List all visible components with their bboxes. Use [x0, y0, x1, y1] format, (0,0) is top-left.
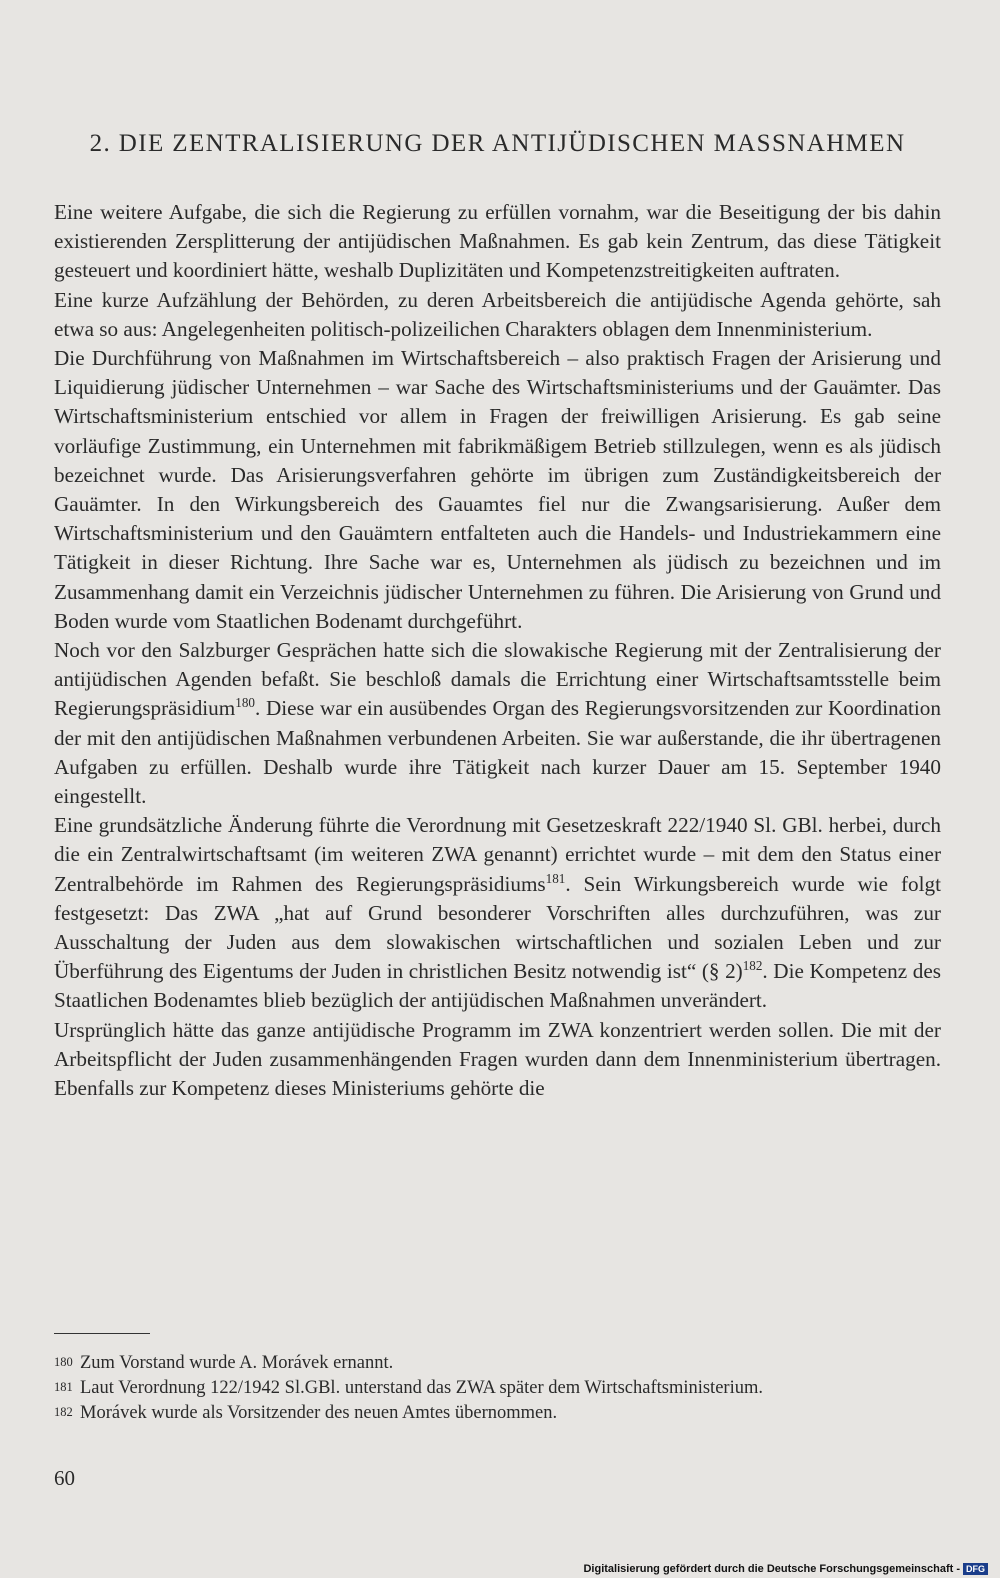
- paragraph-text: Ursprünglich hätte das ganze antijüdische Programm im ZWA konzentriert werden sollen. Die mit der Arbeitspflicht der Juden zusammenhängenden Fragen wurden dann dem Innenministerium übertragen. Ebenfalls zur Kompetenz dieses Ministeriums gehörte die: [54, 1017, 941, 1101]
- credit-text: Digitalisierung gefördert durch die Deutsche Forschungsgemeinschaft -: [583, 1562, 960, 1575]
- footnote-number: 181: [54, 1380, 73, 1394]
- paragraph-text: Eine weitere Aufgabe, die sich die Regierung zu erfüllen vornahm, war die Beseitigung der bis dahin existierenden Zersplitterung der antijüdischen Maßnahmen. Es gab kein Zentrum, das diese Tätigkeit gesteuert und koordiniert hätte, weshalb Duplizitäten und Kompetenzstreitigkeiten auftraten.: [54, 200, 941, 283]
- footnote-ref: 182: [742, 958, 763, 974]
- paragraph-text: . Sein Wirkungsbereich wurde wie folgt festgesetzt: Das ZWA „hat auf Grund besonderer Vorschriften alles durchzuführen, was zur Ausschaltung der Juden aus dem slowakischen wirtschaftlichen und sozialen Leben und zur Überführung des Eigentums der Juden in christlichen Besitz notwendig ist“ (§ 2): [54, 871, 941, 984]
- footnote-number: 182: [54, 1405, 73, 1419]
- page-number: 60: [54, 1466, 75, 1490]
- footnote-text: Laut Verordnung 122/1942 Sl.GBl. unterstand das ZWA später dem Wirtschaftsministerium.: [80, 1378, 763, 1398]
- paragraph-text: Eine grundsätzliche Änderung führte die Verordnung mit Gesetzeskraft 222/1940 Sl. GBl. herbei, durch die ein Zentralwirtschaftsamt (im weiteren ZWA genannt) errichtet wurde – mit dem den Status einer Zentralbehörde im Rahmen des Regierungspräsidiums: [54, 813, 941, 896]
- footnote-text: Zum Vorstand wurde A. Morávek ernannt.: [80, 1353, 394, 1373]
- footnote-number: 180: [54, 1355, 73, 1369]
- footnote-ref: 181: [545, 870, 566, 886]
- paragraph: [54, 1016, 941, 1104]
- paragraph: [54, 286, 941, 344]
- paragraph: [54, 344, 941, 636]
- footnote: [54, 1351, 954, 1376]
- paragraph: [54, 198, 941, 286]
- paragraph-text: . Die Kompetenz des Staatlichen Bodenamtes blieb bezüglich der antijüdischen Maßnahmen unverändert.: [54, 959, 941, 1013]
- paragraph: [54, 636, 941, 811]
- body-text: [54, 198, 941, 1103]
- footnote-divider: [54, 1333, 150, 1334]
- paragraph-text: Noch vor den Salzburger Gesprächen hatte sich die slowakische Regierung mit der Zentralisierung der antijüdischen Agenden befaßt. Sie beschloß damals die Errichtung einer Wirtschaftsamtsstelle beim Regierungspräsidium: [54, 638, 941, 721]
- paragraph-text: Die Durchführung von Maßnahmen im Wirtschaftsbereich – also praktisch Fragen der Arisierung und Liquidierung jüdischer Unternehmen – war Sache des Wirtschaftsministeriums und der Gauämter. Das Wirtschaftsministerium entschied vor allem in Fragen der freiwilligen Arisierung. Es gab seine vorläufige Zustimmung, ein Unternehmen mit fabrikmäßigem Betrieb stillzulegen, wenn es als jüdisch bezeichnet wurde. Das Arisierungsverfahren gehörte im übrigen zum Zuständigkeitsbereich der Gauämter. In den Wirkungsbereich des Gauamtes fiel nur die Zwangsarisierung. Außer dem Wirtschaftsministerium und den Gauämtern entfalteten auch die Handels- und Industriekammern eine Tätigkeit in dieser Richtung. Ihre Sache war es, Unternehmen als jüdisch zu bezeichnen und im Zusammenhang damit ein Verzeichnis jüdischer Unternehmen zu führen. Die Arisierung von Grund und Boden wurde vom Staatlichen Bodenamt durchgeführt.: [54, 346, 941, 633]
- footnotes: [54, 1351, 954, 1426]
- footnote-ref: 180: [235, 695, 255, 711]
- footnote: [54, 1376, 954, 1401]
- footnote: [54, 1401, 954, 1426]
- footnote-text: Morávek wurde als Vorsitzender des neuen Amtes übernommen.: [80, 1403, 558, 1423]
- digitization-credit: [583, 1563, 988, 1575]
- section-heading: 2. DIE ZENTRALISIERUNG DER ANTIJÜDISCHEN MASSNAHMEN: [89, 130, 906, 157]
- paragraph-text: . Diese war ein ausübendes Organ des Regierungsvorsitzenden zur Koordination der mit den antijüdischen Maßnahmen verbundenen Arbeiten. Sie war außerstande, die ihr übertragenen Aufgaben zu erfüllen. Deshalb wurde ihre Tätigkeit nach kurzer Dauer am 15. September 1940 eingestellt.: [54, 696, 941, 809]
- paragraph-text: Eine kurze Aufzählung der Behörden, zu deren Arbeitsbereich die antijüdische Agenda gehörte, sah etwa so aus: Angelegenheiten politisch-polizeilichen Charakters oblagen dem Innenministerium.: [54, 287, 941, 341]
- paragraph: [54, 811, 941, 1015]
- dfg-logo: DFG: [963, 1563, 988, 1575]
